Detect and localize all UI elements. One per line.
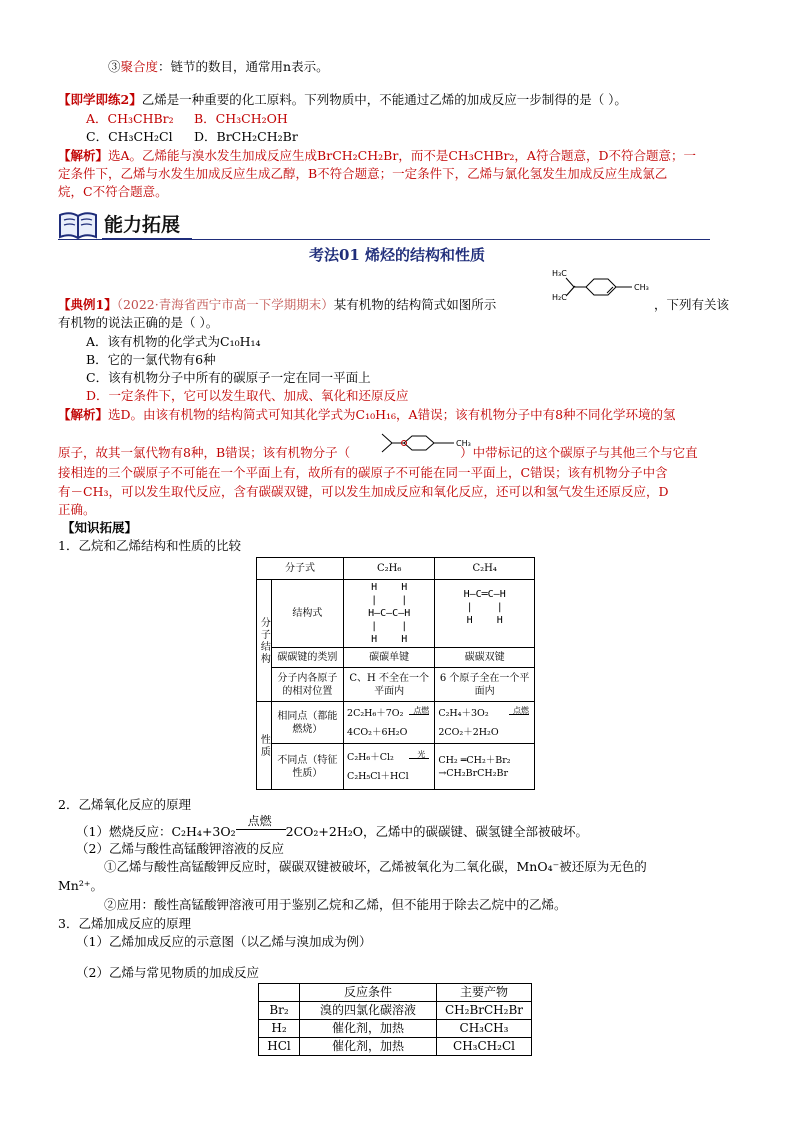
diff-ethene-product: CH₂BrCH₂Br (446, 767, 509, 779)
example1-analysis-l3: 接相连的三个碳原子不可能在一个平面上有，故所有的碳原子不可能在同一平面上，C错误；该有机物分子中含 (58, 465, 668, 480)
bond-double: 碳碳双键 (435, 648, 535, 668)
reagent-cell: H₂ (259, 1020, 300, 1038)
definition-degree-of-polymerization (108, 58, 744, 76)
item2-1-right: 2CO₂+2H₂O，乙烯中的碳碳键、碳氢键全部被破坏。 (285, 824, 589, 839)
diff-ethane-l2: C₂H₅Cl＋HCl (347, 770, 409, 782)
diff-ethane-l1: C₂H₆＋Cl₂ (347, 751, 394, 763)
knowledge-item3: 3．乙烯加成反应的原理 (58, 916, 191, 931)
practice2-tag: 【即学即练2】 (58, 92, 142, 107)
table-row (259, 1002, 532, 1020)
knowledge-tag: 【知识拓展】 (62, 520, 138, 535)
same-ethene (435, 702, 535, 744)
diff-ethane (344, 744, 435, 790)
mol-h2c-label: H₂C (552, 293, 567, 302)
example1-analysis-l1 (58, 406, 744, 424)
limonene-structure-diagram (546, 266, 656, 316)
row-diff-label: 不同点（特征性质） (271, 744, 343, 790)
ethene-struct-bot: H H (466, 615, 503, 626)
example1-question-l2: 有机物的说法正确的是（ ）。 (58, 315, 219, 330)
practice2-options-ab (86, 110, 744, 128)
item2-1-cond: 点燃 (247, 814, 272, 828)
row-bond-label: 碳碳键的类别 (271, 648, 343, 668)
ethane-structural-formula: H H | | H—C—C—H | | H H (344, 580, 435, 648)
example1-opt-c: C．该有机物分子中所有的碳原子一定在同一平面上 (86, 370, 371, 385)
def-term: 聚合度 (120, 59, 159, 74)
position-ethene: 6 个原子全在一个平面内 (435, 668, 535, 702)
def-number: ③ (108, 59, 121, 74)
cond-fire-2: 点燃 (513, 705, 529, 715)
knowledge-item2-2-2: ②应用：酸性高锰酸钾溶液可用于鉴别乙烷和乙烯，但不能用于除去乙烷中的乙烯。 (104, 897, 567, 912)
knowledge-item2-2: （2）乙烯与酸性高锰酸钾溶液的反应 (76, 841, 284, 856)
group-structure: 分子结构 (257, 580, 272, 702)
example1-tag: 【典例1】 (58, 297, 117, 312)
same-ethene-l1: C₂H₄＋3O₂ (438, 707, 489, 719)
knowledge-item2: 2．乙烯氧化反应的原理 (58, 797, 191, 812)
banner-rule (58, 239, 710, 240)
group-property: 性质 (257, 702, 272, 790)
cond-cell: 催化剂，加热 (300, 1038, 437, 1056)
th-c2h6: C₂H₆ (344, 558, 435, 580)
knowledge-item2-1 (76, 814, 744, 841)
practice2-opt-c: C．CH₃CH₂Cl (86, 129, 173, 144)
cond-fire-1: 点燃 (413, 705, 430, 715)
practice2-question (58, 91, 744, 109)
knowledge-item3-1: （1）乙烯加成反应的示意图（以乙烯与溴加成为例） (76, 934, 372, 949)
banner-title: 能力拓展 (104, 214, 181, 236)
ethene-struct-mid: H—C═C—H (463, 589, 506, 600)
example1-analysis-text-2b: ）中带标记的这个碳原子与其他三个与它直 (460, 445, 698, 460)
reagent-cell: Br₂ (259, 1002, 300, 1020)
th-prod: 主要产物 (437, 984, 532, 1002)
book-icon (58, 207, 98, 241)
prod-cell: CH₃CH₃ (437, 1020, 532, 1038)
diff-ethene (435, 744, 535, 790)
example1-opt-d: D．一定条件下，它可以发生取代、加成、氧化和还原反应 (86, 388, 409, 403)
knowledge-item1: 1．乙烷和乙烯结构和性质的比较 (58, 538, 241, 553)
example1-text-1: 某有机物的结构简式如图所示 (333, 297, 497, 312)
practice2-opt-a: A．CH₃CHBr₂ (86, 111, 174, 126)
diff-ethene-l1: CH₂ ═CH₂＋Br₂ (438, 754, 511, 766)
mol-ch3-label: CH₃ (634, 283, 649, 292)
practice2-analysis-text-1: 选A。乙烯能与溴水发生加成反应生成BrCH₂CH₂Br，而不是CH₃CHBr₂，A符合题意，D不符合题意；一 (108, 148, 696, 163)
th-formula: 分子式 (257, 558, 344, 580)
example1-opt-b: B．它的一氯代物有6种 (86, 352, 216, 367)
ethane-ethene-comparison-table (256, 557, 535, 790)
table-row (259, 1020, 532, 1038)
example1-analysis-l4: 有－CH₃，可以发生取代反应，含有碳碳双键，可以发生加成反应和氧化反应，还可以和氢气发生还原反应，D (58, 484, 669, 499)
ethene-structural-formula: H—C═C—H | | H H (435, 580, 535, 648)
knowledge-item3-2: （2）乙烯与常见物质的加成反应 (76, 965, 259, 980)
example1-opt-a: A．该有机物的化学式为C₁₀H₁₄ (86, 334, 261, 349)
ethane-struct-mid: H—C—C—H (368, 608, 411, 619)
row-struct-label: 结构式 (271, 580, 343, 648)
practice2-analysis-l2: 定条件下，乙烯与水发生加成反应生成乙醇，B不符合题意；一定条件下，乙烯与氯化氢发生加成反应生成氯乙 (58, 166, 668, 181)
practice2-analysis-tag: 【解析】 (58, 148, 109, 163)
knowledge-item2-2-1b: Mn²⁺。 (58, 878, 103, 893)
practice2-analysis-l3: 烷，C不符合题意。 (58, 184, 168, 199)
same-ethane (344, 702, 435, 744)
example1-analysis-text-2a: 原子，故其一氯代物有8种，B错误；该有机物分子（ (58, 445, 351, 460)
same-ethane-l2: 4CO₂＋6H₂O (347, 726, 408, 738)
svg-text:CH₃: CH₃ (456, 439, 471, 448)
ethene-addition-table (258, 983, 532, 1056)
example1-analysis-l5: 正确。 (58, 502, 96, 517)
practice2-analysis-l1 (58, 147, 744, 165)
th-cond: 反应条件 (300, 984, 437, 1002)
prod-cell: CH₃CH₂Cl (437, 1038, 532, 1056)
practice2-options-cd (86, 128, 744, 146)
table-row (259, 1038, 532, 1056)
position-ethane: C、H 不全在一个平面内 (344, 668, 435, 702)
example1-analysis-tag: 【解析】 (58, 407, 109, 422)
row-position-label: 分子内各原子的相对位置 (271, 668, 343, 702)
practice2-text: 乙烯是一种重要的化工原料。下列物质中，不能通过乙烯的加成反应一步制得的是（ ）。 (141, 92, 627, 107)
example1-text-1-tail: ，下列有关该 (654, 297, 730, 312)
example1-source: （2022·青海省西宁市高一下学期期末） (116, 297, 334, 312)
cond-cell: 催化剂，加热 (300, 1020, 437, 1038)
th-c2h4: C₂H₄ (435, 558, 535, 580)
ethane-struct-top: H H (371, 582, 408, 593)
item2-1-left: （1）燃烧反应：C₂H₄+3O₂ (76, 824, 236, 839)
prod-cell: CH₂BrCH₂Br (437, 1002, 532, 1020)
limonene-marked-diagram (374, 430, 479, 466)
mol-h3c-label: H₃C (552, 269, 567, 278)
example1-analysis-text-1: 选D。由该有机物的结构简式可知其化学式为C₁₀H₁₆，A错误；该有机物分子中有8种不同化学环境的氢 (108, 407, 676, 422)
def-text: ：链节的数目，通常用n表示。 (158, 59, 329, 74)
reagent-cell: HCl (259, 1038, 300, 1056)
cond-cell: 溴的四氯化碳溶液 (300, 1002, 437, 1020)
diff-ethene-l2: →CH₂BrCH₂Br (438, 767, 509, 779)
practice2-opt-b: B．CH₃CH₂OH (194, 111, 288, 126)
same-ethane-l1: 2C₂H₆＋7O₂ (347, 707, 404, 719)
bond-single: 碳碳单键 (344, 648, 435, 668)
practice2-opt-d: D．BrCH₂CH₂Br (194, 129, 298, 144)
cond-light: 光 (417, 749, 426, 759)
knowledge-item2-2-1: ①乙烯与酸性高锰酸钾反应时，碳碳双键被破坏，乙烯被氧化为二氧化碳，MnO₄⁻被还原为无色的 (104, 859, 647, 874)
ethane-struct-bot: H H (371, 634, 408, 645)
same-ethene-l2: 2CO₂＋2H₂O (438, 726, 499, 738)
row-same-label: 相同点（都能燃烧） (271, 702, 343, 744)
method-title: 考法01 烯烃的结构和性质 (308, 246, 486, 264)
